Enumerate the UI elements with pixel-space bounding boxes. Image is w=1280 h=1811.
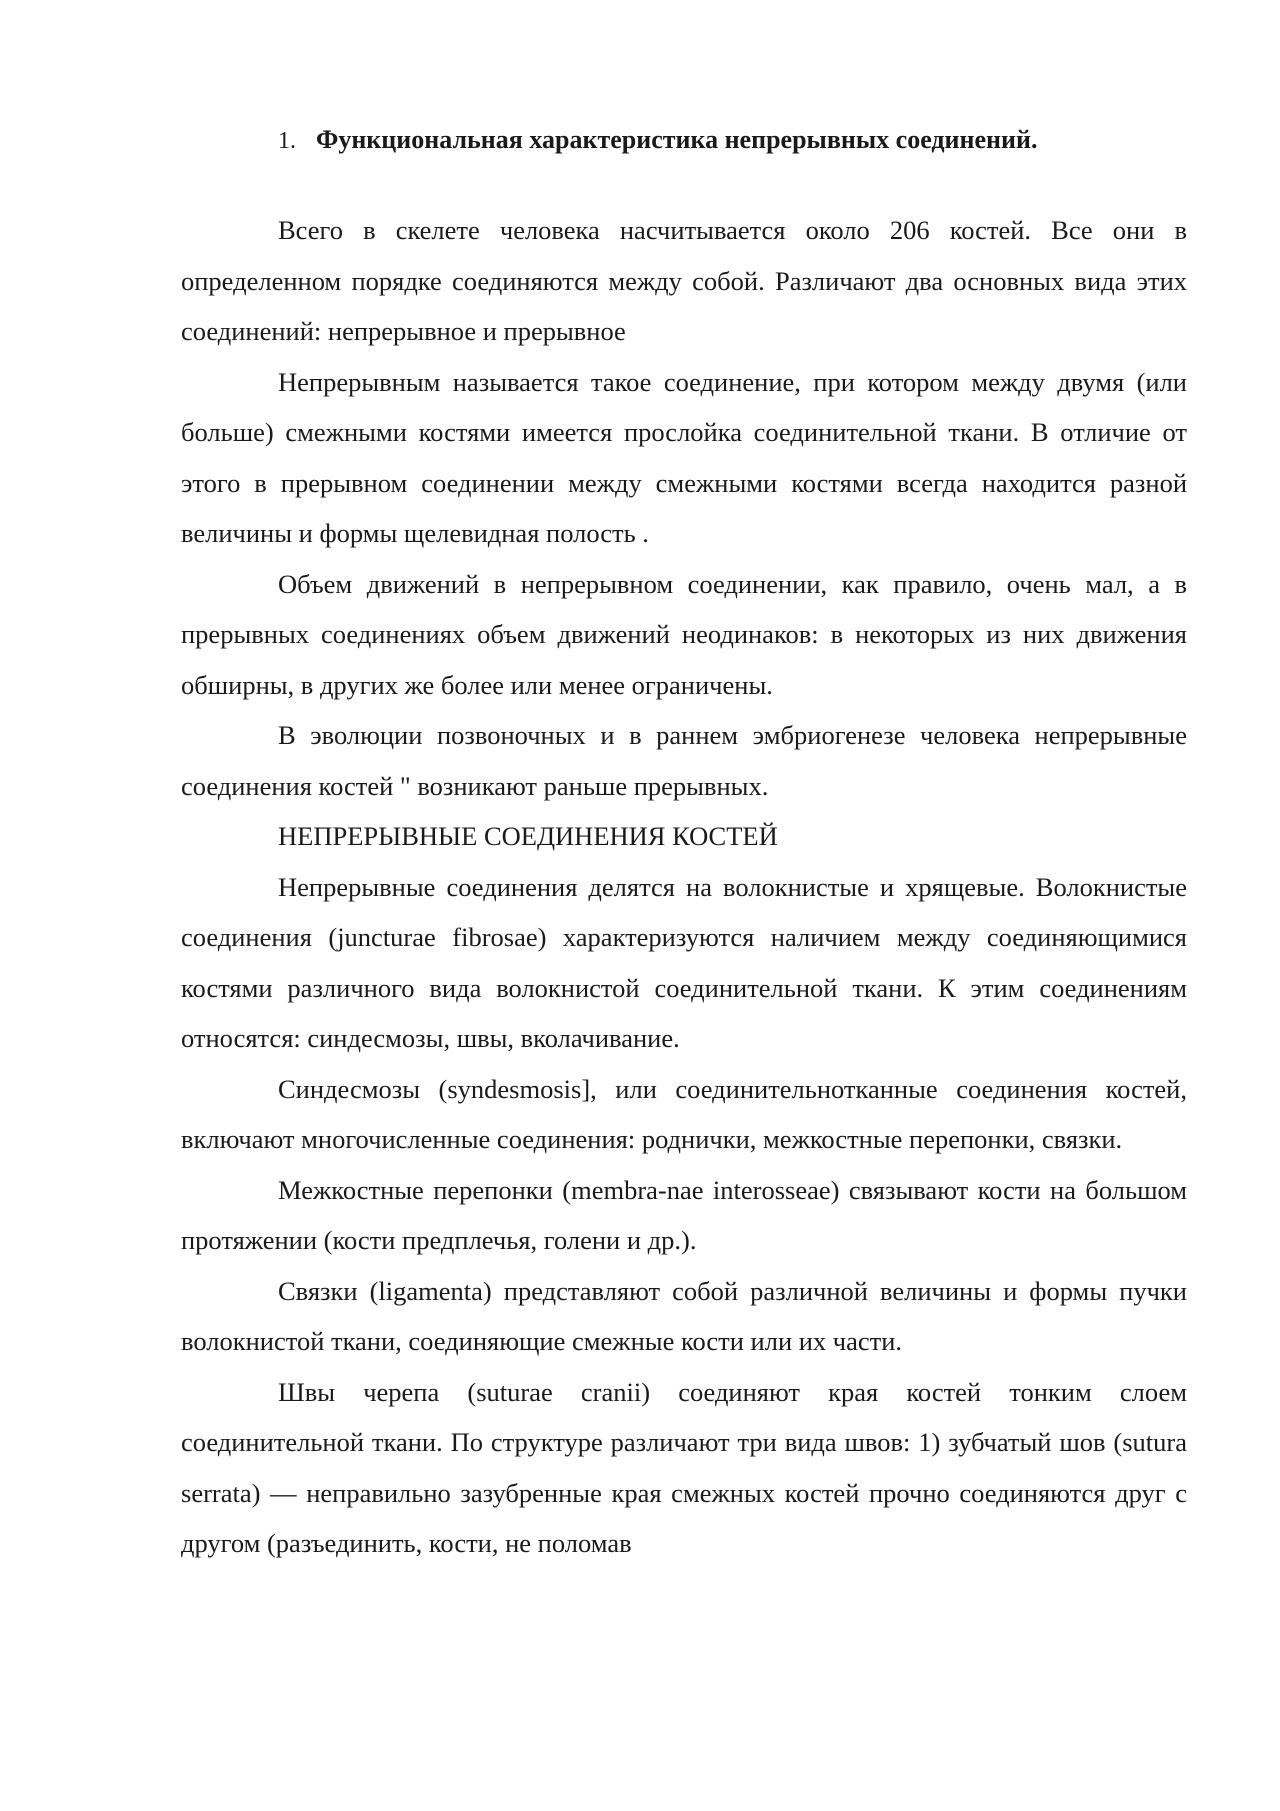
heading-number: 1. xyxy=(278,128,296,154)
paragraph-movement-volume: Объем движений в непрерывном соединении, как правило, очень мал, а в прерывных соединениях объем движений неодинаков: в некоторых из них движения обширны, в других же более или менее ограничены. xyxy=(181,568,1187,700)
paragraph-evolution: В эволюции позвоночных и в раннем эмбриогенезе человека непрерывные соединения костей " возникают раньше прерывных. xyxy=(181,720,1187,801)
paragraph-fibrous-joints: Непрерывные соединения делятся на волокнистые и хрящевые. Волокнистые соединения (juncturae fibrosae) характеризуются наличием между соединяющимися костями различного вида волокнистой соединительной ткани. К этим соединениям относятся: синдесмозы, швы, вколачивание. xyxy=(181,871,1187,1053)
paragraph-syndesmosis: Синдесмозы (syndesmosis], или соединительнотканные соединения костей, включают многочисленные соединения: роднички, межкостные перепонки, связки. xyxy=(181,1073,1187,1154)
body-text xyxy=(181,205,1187,1569)
section-heading xyxy=(278,121,1038,160)
paragraph-interosseous-membranes: Межкостные перепонки (membra-nae interosseae) связывают кости на большом протяжении (кости предплечья, голени и др.). xyxy=(181,1174,1187,1255)
paragraph-bone-count: Всего в скелете человека насчитывается около 206 костей. Все они в определенном порядке соединяются между собой. Различают два основных вида этих соединений: непрерывное и прерывное xyxy=(181,215,1187,346)
heading-title: Функциональная характеристика непрерывных соединений. xyxy=(316,125,1038,154)
paragraph-ligaments: Связки (ligamenta) представляют собой различной величины и формы пучки волокнистой ткани, соединяющие смежные кости или их части. xyxy=(181,1275,1187,1356)
paragraph-continuous-definition: Непрерывным называется такое соединение, при котором между двумя (или больше) смежными костями имеется прослойка соединительной ткани. В отличие от этого в прерывном соединении между смежными костями всегда находится разной величины и формы щелевидная полость . xyxy=(181,366,1187,548)
paragraph-skull-sutures: Швы черепа (suturae cranii) соединяют края костей тонким слоем соединительной ткани. По структуре различают три вида швов: 1) зубчатый шов (sutura serrata) — неправильно зазубренные края смежных костей прочно соединяются друг с другом (разъединить, кости, не поломав xyxy=(181,1376,1187,1558)
subheading-continuous-joints: НЕПРЕРЫВНЫЕ СОЕДИНЕНИЯ КОСТЕЙ xyxy=(278,821,778,851)
